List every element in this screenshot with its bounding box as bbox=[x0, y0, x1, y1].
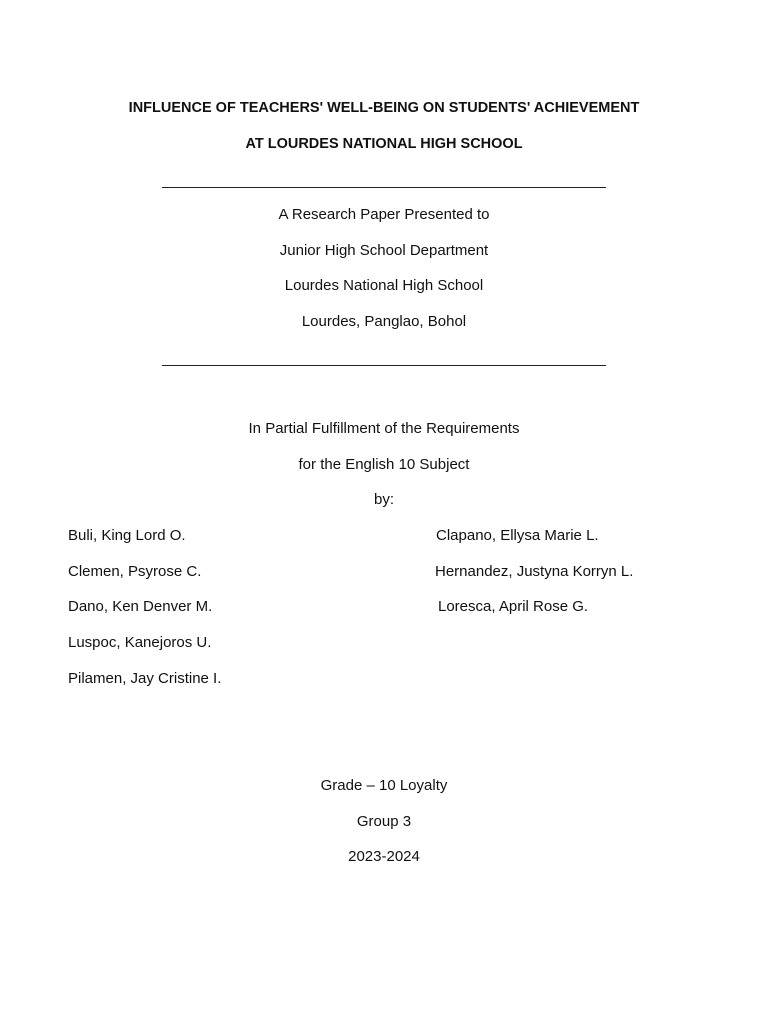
top-divider-line bbox=[162, 187, 606, 188]
author-name: Buli, King Lord O. bbox=[68, 527, 186, 544]
fulfillment-line-1: In Partial Fulfillment of the Requirements bbox=[248, 420, 520, 437]
location-line: Lourdes, Panglao, Bohol bbox=[301, 313, 467, 330]
bottom-divider-line bbox=[162, 365, 606, 366]
author-name: Hernandez, Justyna Korryn L. bbox=[435, 563, 634, 580]
school-year-line: 2023-2024 bbox=[348, 848, 420, 865]
presented-to-line: A Research Paper Presented to bbox=[278, 206, 490, 223]
grade-section-line: Grade – 10 Loyalty bbox=[320, 777, 448, 794]
title-line-2: AT LOURDES NATIONAL HIGH SCHOOL bbox=[245, 136, 523, 152]
author-name: Dano, Ken Denver M. bbox=[68, 598, 213, 615]
by-label: by: bbox=[373, 491, 394, 508]
school-line: Lourdes National High School bbox=[284, 277, 484, 294]
author-name: Luspoc, Kanejoros U. bbox=[68, 634, 212, 651]
author-name: Pilamen, Jay Cristine I. bbox=[68, 670, 222, 687]
department-line: Junior High School Department bbox=[279, 242, 489, 259]
title-line-1: INFLUENCE OF TEACHERS' WELL-BEING ON STUDENTS' ACHIEVEMENT bbox=[128, 100, 640, 116]
group-line: Group 3 bbox=[356, 813, 412, 830]
author-name: Clemen, Psyrose C. bbox=[68, 563, 202, 580]
author-name: Loresca, April Rose G. bbox=[438, 598, 589, 615]
fulfillment-line-2: for the English 10 Subject bbox=[298, 456, 470, 473]
author-name: Clapano, Ellysa Marie L. bbox=[436, 527, 599, 544]
